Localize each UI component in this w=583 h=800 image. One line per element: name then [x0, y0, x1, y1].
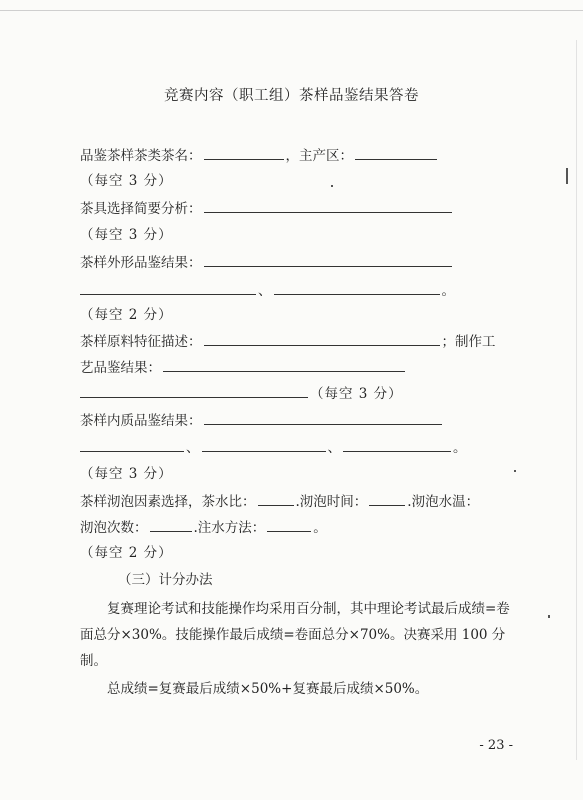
hint-row1: （每空 3 分）	[80, 173, 173, 189]
page-title: 竞赛内容（职工组）茶样品鉴结果答卷	[164, 88, 419, 104]
scoring-paragraph: 复赛理论考试和技能操作均采用百分制，其中理论考试最后成绩=卷面总分×30%。技能操作最后成绩=卷面总分×70%。决赛采用 100 分制。	[80, 601, 510, 669]
count-label: 沏泡次数：	[80, 520, 148, 536]
hint-row2: （每空 3 分）	[80, 227, 173, 243]
hint-row6: （每空 2 分）	[80, 545, 173, 561]
row-appearance-cont	[80, 281, 455, 300]
page-number: - 23 -	[479, 738, 513, 753]
scan-edge-right	[576, 40, 577, 760]
quality-blank-3[interactable]	[202, 438, 326, 452]
temp-label: .沏泡水温：	[407, 494, 480, 510]
row-material	[80, 332, 496, 351]
material-label: 茶样原料特征描述：	[80, 334, 202, 350]
quality-blank-4[interactable]	[343, 438, 451, 452]
total-score-paragraph: 总成绩=复赛最后成绩×50%+复赛最后成绩×50%。	[107, 681, 429, 697]
teaware-blank[interactable]	[204, 199, 452, 213]
ratio-label: 茶样沏泡因素选择，茶水比：	[80, 494, 256, 510]
row-tea-name	[80, 146, 439, 165]
count-blank[interactable]	[150, 518, 192, 532]
process-blank-2[interactable]	[80, 384, 308, 398]
origin-label: ，主产区：	[285, 148, 353, 164]
process-label: 艺品鉴结果：	[80, 360, 161, 376]
appearance-blank-1[interactable]	[204, 253, 452, 267]
pour-blank[interactable]	[267, 518, 311, 532]
material-suffix: ；制作工	[441, 334, 496, 350]
row-quality-cont	[80, 438, 467, 457]
scan-speck	[331, 185, 333, 187]
row-teaware	[80, 199, 454, 218]
appearance-blank-2[interactable]	[80, 281, 256, 295]
brewing-end: 。	[313, 520, 327, 536]
time-blank[interactable]	[369, 492, 405, 506]
appearance-blank-3[interactable]	[274, 281, 440, 295]
scan-speck	[514, 470, 516, 472]
row-process-cont	[80, 384, 403, 403]
teaware-label: 茶具选择简要分析：	[80, 201, 202, 217]
scan-edge-top	[0, 10, 583, 11]
quality-label: 茶样内质品鉴结果：	[80, 413, 202, 429]
quality-blank-1[interactable]	[204, 411, 442, 425]
appearance-sep: 、	[258, 283, 272, 299]
tea-name-blank[interactable]	[204, 146, 284, 160]
section-heading: （三）计分办法	[118, 572, 213, 588]
quality-end: 。	[453, 440, 467, 456]
row-brewing	[80, 492, 479, 511]
tea-name-label: 品鉴茶样茶类茶名：	[80, 148, 202, 164]
ratio-blank[interactable]	[258, 492, 294, 506]
hint-row4: （每空 3 分）	[310, 386, 403, 402]
row-appearance	[80, 253, 454, 272]
appearance-end: 。	[441, 283, 455, 299]
appearance-label: 茶样外形品鉴结果：	[80, 255, 202, 271]
material-blank[interactable]	[204, 332, 440, 346]
row-brewing-cont	[80, 518, 327, 537]
row-quality	[80, 411, 444, 430]
hint-row5: （每空 3 分）	[80, 466, 173, 482]
time-label: .沏泡时间：	[295, 494, 368, 510]
pour-label: .注水方法：	[193, 520, 266, 536]
hint-row3: （每空 2 分）	[80, 307, 173, 323]
quality-sep-2: 、	[327, 440, 341, 456]
quality-sep-1: 、	[186, 440, 200, 456]
scan-speck	[566, 168, 568, 184]
quality-blank-2[interactable]	[80, 438, 184, 452]
row-process	[80, 358, 407, 377]
process-blank-1[interactable]	[163, 358, 405, 372]
scan-speck	[548, 615, 550, 618]
origin-blank[interactable]	[355, 146, 437, 160]
